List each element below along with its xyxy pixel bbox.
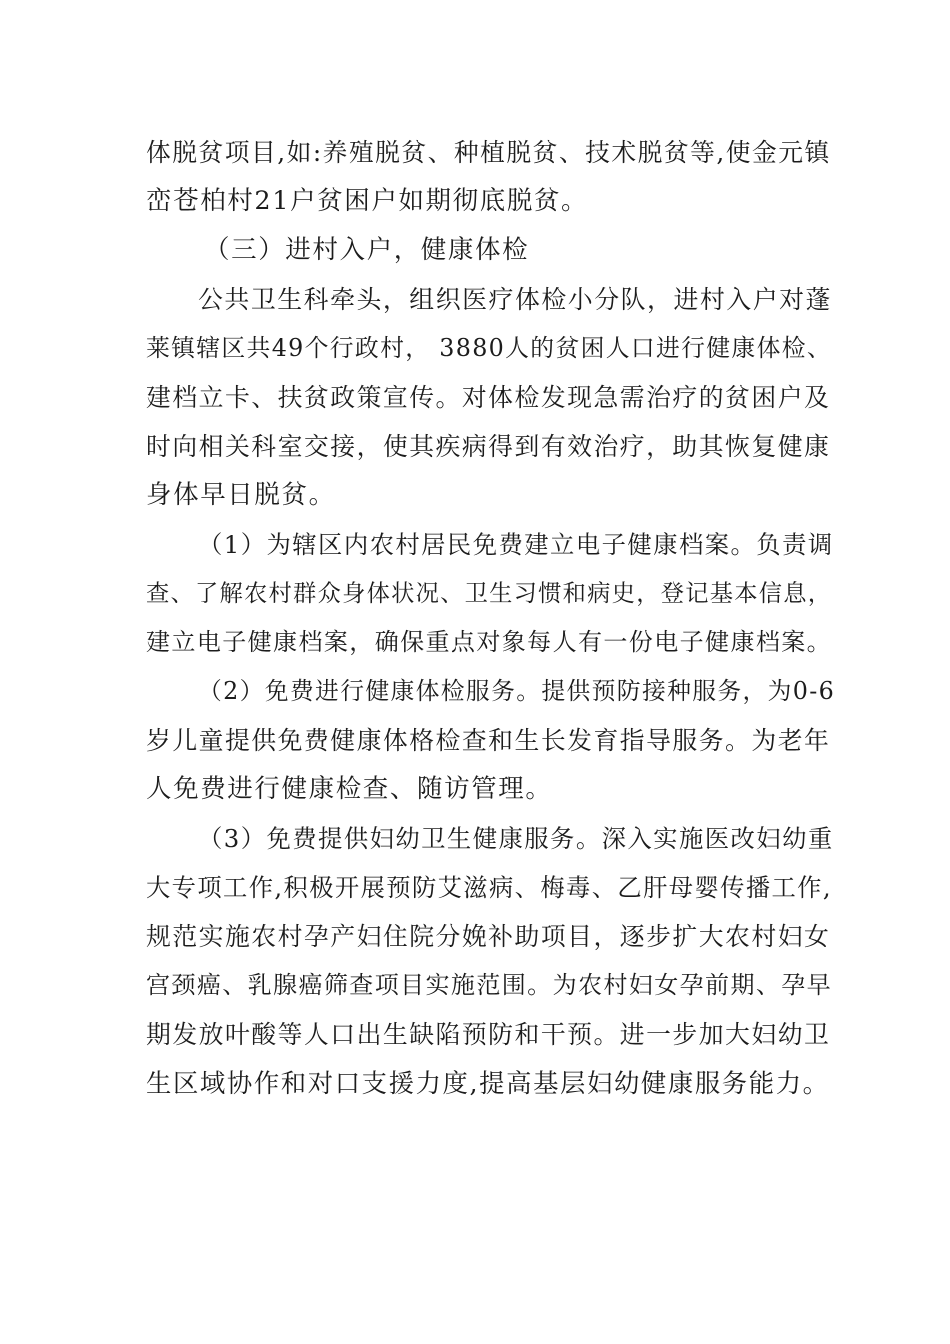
document-body — [146, 128, 836, 1108]
paragraph-line: 大专项工作,积极开展预防艾滋病、梅毒、乙肝母婴传播工作, — [146, 873, 832, 902]
paragraph-line: 期发放叶酸等人口出生缺陷预防和干预。进一步加大妇幼卫 — [146, 1020, 831, 1049]
list-item-1: （1）为辖区内农村居民免费建立电子健康档案。负责调 — [198, 530, 834, 559]
paragraph-line: 建档立卡、扶贫政策宣传。对体检发现急需治疗的贫困户及 — [146, 383, 831, 412]
paragraph-line: 体脱贫项目,如:养殖脱贫、种植脱贫、技术脱贫等,使金元镇 — [146, 138, 831, 167]
paragraph-line: 身体早日脱贫。 — [146, 480, 336, 510]
section-heading: （三）进村入户，健康体检 — [204, 235, 530, 265]
paragraph-line: 规范实施农村孕产妇住院分娩补助项目，逐步扩大农村妇女 — [146, 922, 831, 951]
list-item-3: （3）免费提供妇幼卫生健康服务。深入实施医改妇幼重 — [198, 824, 834, 853]
paragraph-line: 查、了解农村群众身体状况、卫生习惯和病史，登记基本信息， — [146, 580, 833, 607]
paragraph-line: 峦苍柏村21户贫困户如期彻底脱贫。 — [146, 186, 589, 216]
paragraph-line: 岁儿童提供免费健康体格检查和生长发育指导服务。为老年 — [146, 726, 831, 755]
paragraph-line: 人免费进行健康检查、随访管理。 — [146, 774, 553, 804]
list-item-2: （2）免费进行健康体检服务。提供预防接种服务，为0-6 — [198, 677, 836, 705]
paragraph-line: 宫颈癌、乳腺癌筛查项目实施范围。为农村妇女孕前期、孕早 — [146, 971, 833, 999]
paragraph-line: 公共卫生科牵头，组织医疗体检小分队，进村入户对蓬 — [198, 285, 832, 314]
paragraph-line: 莱镇辖区共49个行政村， 3880人的贫困人口进行健康体检、 — [146, 334, 832, 362]
paragraph-line: 建立电子健康档案，确保重点对象每人有一份电子健康档案。 — [146, 628, 833, 656]
paragraph-line: 时向相关科室交接，使其疾病得到有效治疗，助其恢复健康 — [146, 432, 831, 461]
paragraph-line: 生区域协作和对口支援力度,提高基层妇幼健康服务能力。 — [146, 1068, 830, 1098]
